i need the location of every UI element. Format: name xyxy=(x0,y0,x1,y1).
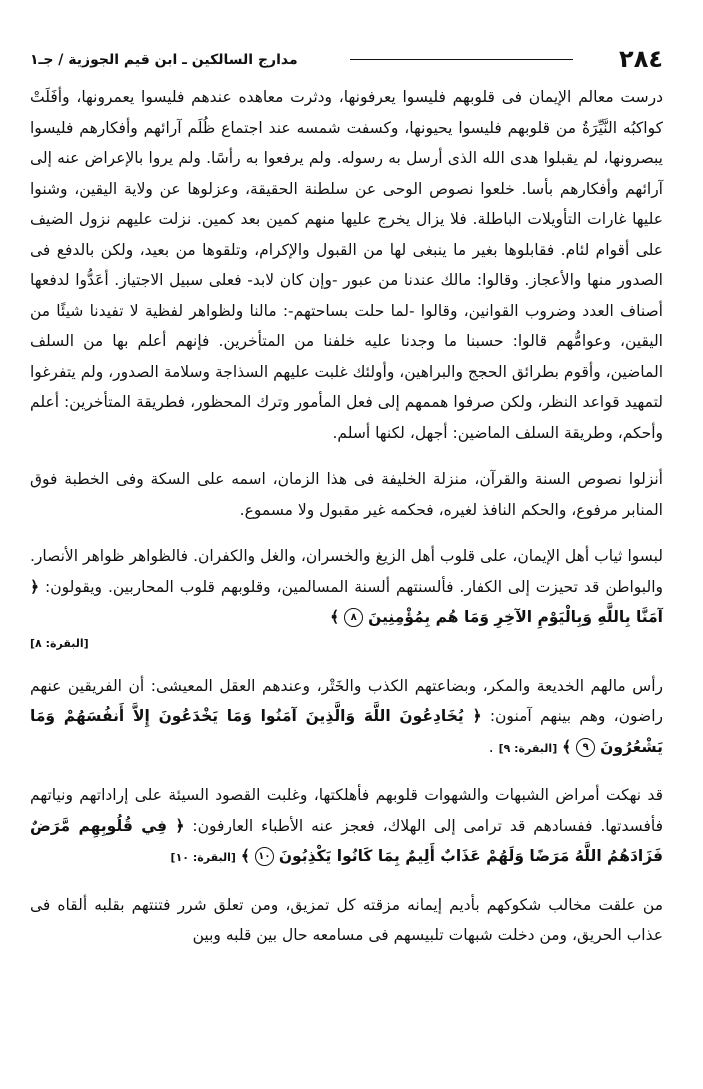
quran-verse-10: ﴿ فِي قُلُوبِهِم مَّرَضٌ فَزَادَهُمُ اللَّهُ مَرَضًا وَلَهُمْ عَذَابٌ أَلِيمٌ بِمَا كَانُوا يَكْذِبُونَ xyxy=(30,816,663,865)
ayah-number-marker: ٩ xyxy=(576,738,595,757)
quran-verse-8: ﴿ آمَنَّا بِاللَّهِ وَبِالْيَوْمِ الآخِرِ وَمَا هُم بِمُؤْمِنِينَ xyxy=(30,577,663,626)
paragraph-gap xyxy=(30,874,663,890)
paragraph-gap xyxy=(30,764,663,780)
paragraph-gap xyxy=(30,525,663,541)
paragraph-4-text: رأس مالهم الخديعة والمكر، وبضاعتهم الكذب والخَتْر، وعندهم العقل المعيشى: أن الفريقين عنهم راضون، وهم بينهم آمنون: xyxy=(30,676,663,725)
page-number: ٢٨٤ xyxy=(619,45,663,73)
verse-close-bracket: ﴾ xyxy=(562,737,572,756)
paragraph-4: رأس مالهم الخديعة والمكر، وبضاعتهم الكذب والخَتْر، وعندهم العقل المعيشى: أن الفريقين عنهم راضون، وهم بينهم آمنون: ﴿ يُخَادِعُونَ اللَّهَ وَالَّذِينَ آمَنُوا وَمَا يَخْدَعُونَ إِلاَّ أَنفُسَهُمْ وَمَا يَشْعُرُونَ ٩ ﴾ [البقرة: ٩] . xyxy=(30,676,663,756)
quran-verse-9: ﴿ يُخَادِعُونَ اللَّهَ وَالَّذِينَ آمَنُوا وَمَا يَخْدَعُونَ إِلاَّ أَنفُسَهُمْ وَمَا يَشْعُرُونَ xyxy=(30,707,663,756)
paragraph-2: أنزلوا نصوص السنة والقرآن، منزلة الخليفة فى هذا الزمان، اسمه على السكة وفى الخطبة فوق المنابر مرفوع، والحكم النافذ لغيره، فحكمه غير مقبول ولا مسموع. xyxy=(30,470,663,519)
header-rule xyxy=(350,59,573,60)
page-body xyxy=(30,82,663,951)
paragraph-5 xyxy=(30,780,663,874)
verse-close-bracket: ﴾ xyxy=(240,847,250,865)
page-header xyxy=(30,44,663,76)
verse-reference-9: [البقرة: ٩] xyxy=(498,741,558,755)
paragraph-gap xyxy=(30,448,663,464)
verse-reference-10: [البقرة: ١٠] xyxy=(170,851,236,864)
verse-close-bracket: ﴾ xyxy=(330,608,340,626)
ayah-number-marker: ٨ xyxy=(344,608,363,627)
paragraph-5-text: قد نهكت أمراض الشبهات والشهوات قلوبهم فأهلكتها، وغلبت القصود السيئة على إراداتهم ونياتهم فأفسدتها. ففسادهم قد ترامى إلى الهلاك، فعجز عنه الأطباء العارفون: xyxy=(30,786,663,835)
running-title: مدارج السالكين ـ ابن قيم الجوزية / جـ١ xyxy=(30,52,298,68)
ayah-number-marker: ١٠ xyxy=(255,847,274,866)
paragraph-3 xyxy=(30,541,663,633)
paragraph-gap xyxy=(30,655,663,671)
paragraph-3-text: لبسوا ثياب أهل الإيمان، على قلوب أهل الزيغ والخسران، والغل والكفران. فالظواهر ظواهر الأنصار. والبواطن قد تحيزت إلى الكفار. فألسنتهم ألسنة المسالمين، وقلوبهم قلوب المحاربين. ويقولون: xyxy=(30,547,663,596)
paragraph-1: درست معالم الإيمان فى قلوبهم فليسوا يعرفونها، ودثرت معاهده عندهم فليسوا يعمرونها، وأفَلَتْ كواكبُه النَّيِّرَةُ من قلوبهم فليسوا يحيونها، وكسفت شمسه عند اجتماع ظُلَم آرائهم وأفكارهم فليسوا يبصرونها، لم يقبلوا هدى الله الذى أرسل به رسوله. ولم يرفعوا به رأسًا. ولم يروا بالإعراض عنه إلى آرائهم وأفكارهم بأسا. خلعوا نصوص الوحى عن سلطنة الحقيقة، وعزلوها عن ولاية اليقين، وشنوا عليها غارات التأويلات الباطلة. فلا يزال يخرج عليها منهم كمين بعد كمين. نزلت عليهم نزول الضيف على أقوام لئام. فقابلوها بغير ما ينبغى لها من القبول والإكرام، وتلقوها من بعيد، ولكن بالدفع فى الصدور منها والأعجاز. وقالوا: مالك عندنا من عبور -وإن كان لابد- فعلى سبيل الاجتياز. أعَدُّوا لدفعها أصناف العدد وضروب القوانين، وقالوا -لما حلت بساحتهم-: مالنا ولظواهر لفظية لا تفيدنا شيئًا من اليقين، وعوامُّهم قالوا: حسبنا ما وجدنا عليه خلفنا من المتأخرين. فإنهم أعلم بها من السلف الماضين، وأقوم بطرائق الحجج والبراهين، وأولئك غلبت عليهم السذاجة وسلامة الصدور، ولم يتفرغوا لتمهيد قواعد النظر، ولكن صرفوا هممهم إلى فعل المأمور وترك المحظور، فطريقة المتأخرين: أعلم وأحكم، وطريقة السلف الماضين: أجهل، لكنها أسلم. xyxy=(30,88,663,442)
paragraph-6: من علقت مخالب شكوكهم بأديم إيمانه مزقته كل تمزيق، ومن تعلق شرر فتنتهم بقلبه ألقاه فى عذاب الحريق، ومن دخلت شبهات تلبيسهم فى مسامعه حال بين قلبه وبين xyxy=(30,895,663,944)
verse-reference-8: [البقرة: ٨] xyxy=(30,636,89,650)
